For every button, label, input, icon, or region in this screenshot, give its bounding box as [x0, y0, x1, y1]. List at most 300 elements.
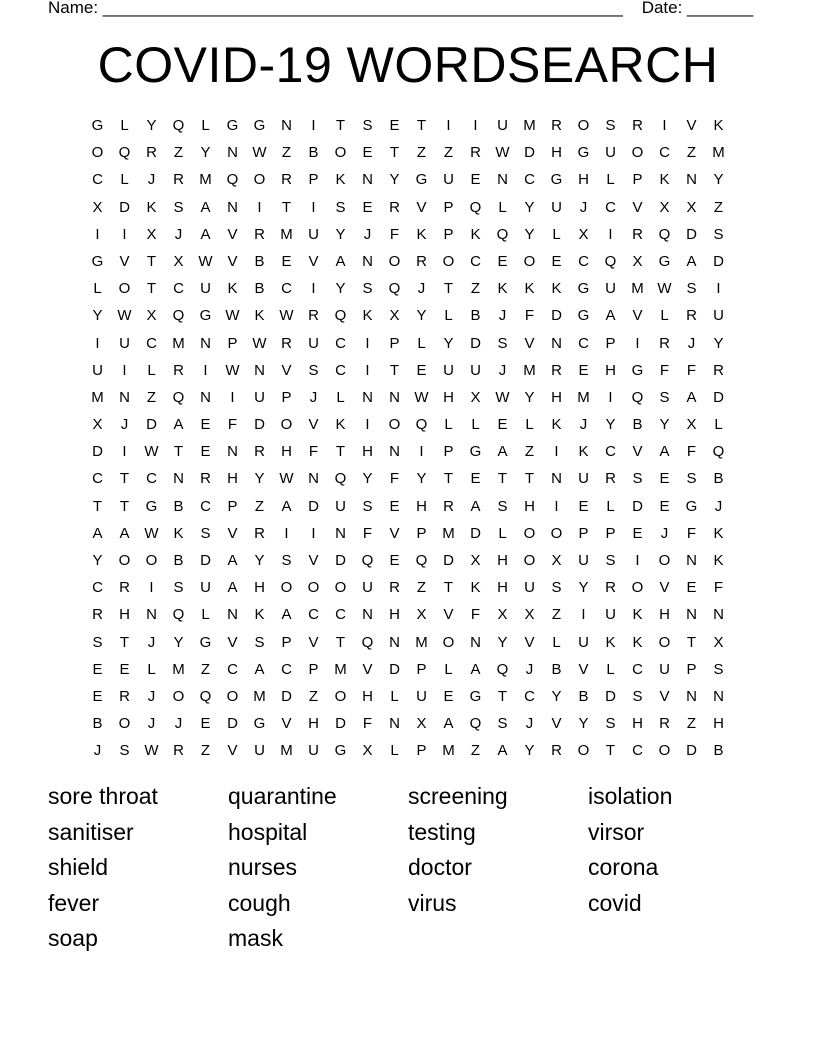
word-list-item: sanitiser: [48, 818, 134, 845]
grid-letter: E: [632, 524, 643, 542]
name-date-line: Name: _______________________________________________________ Date: _______: [48, 0, 754, 17]
grid-letter: S: [362, 280, 373, 298]
grid-letter: Q: [712, 443, 725, 461]
grid-letter: V: [632, 307, 643, 325]
grid-letter: Y: [92, 552, 103, 569]
grid-letter: N: [551, 334, 562, 352]
grid-letter: V: [227, 252, 238, 270]
grid-letter: T: [443, 579, 454, 597]
grid-letter: R: [659, 715, 670, 733]
grid-letter: G: [253, 715, 266, 733]
grid-letter: W: [198, 252, 213, 270]
grid-letter: P: [686, 660, 697, 678]
grid-letter: W: [117, 307, 132, 325]
grid-letter: N: [551, 470, 562, 488]
grid-letter: R: [551, 117, 562, 134]
grid-letter: V: [308, 252, 319, 270]
grid-letter: R: [173, 171, 184, 189]
grid-letter: R: [416, 252, 427, 270]
word-list-item: isolation: [588, 783, 673, 809]
grid-letter: U: [605, 606, 616, 624]
grid-letter: L: [201, 117, 210, 134]
grid-letter: R: [605, 579, 616, 597]
grid-letter: O: [334, 579, 347, 597]
grid-letter: U: [308, 225, 319, 243]
grid-letter: M: [91, 388, 104, 406]
grid-letter: K: [362, 307, 373, 325]
grid-letter: M: [442, 742, 455, 760]
grid-letter: N: [308, 470, 319, 488]
grid-letter: Y: [416, 307, 427, 325]
grid-letter: K: [254, 307, 265, 325]
grid-letter: A: [119, 524, 130, 542]
grid-letter: R: [254, 443, 265, 461]
grid-row: [84, 302, 732, 329]
grid-letter: W: [144, 742, 159, 760]
grid-letter: V: [524, 633, 535, 651]
grid-letter: S: [92, 633, 103, 651]
grid-letter: M: [172, 334, 185, 352]
grid-letter: R: [173, 361, 184, 379]
grid-letter: K: [524, 280, 535, 298]
grid-letter: L: [552, 633, 561, 651]
grid-letter: M: [577, 388, 590, 406]
grid-letter: Q: [469, 198, 482, 216]
grid-letter: R: [551, 361, 562, 379]
grid-letter: A: [200, 225, 211, 243]
grid-letter: N: [389, 443, 400, 461]
grid-letter: T: [173, 443, 184, 461]
grid-letter: U: [335, 497, 346, 515]
grid-letter: R: [632, 117, 643, 134]
grid-letter: I: [311, 280, 316, 298]
grid-letter: J: [498, 361, 507, 379]
grid-letter: N: [227, 443, 238, 461]
grid-letter: S: [605, 117, 616, 134]
grid-letter: L: [390, 687, 399, 705]
grid-letter: D: [551, 307, 562, 325]
grid-letter: A: [200, 198, 211, 216]
grid-letter: B: [173, 497, 184, 515]
grid-letter: J: [660, 524, 669, 542]
grid-letter: Q: [604, 252, 617, 270]
grid-letter: C: [308, 606, 319, 624]
grid-letter: K: [713, 117, 724, 134]
grid-letter: V: [389, 524, 400, 542]
grid-letter: S: [632, 470, 643, 488]
grid-letter: Y: [335, 225, 346, 243]
grid-letter: U: [362, 579, 373, 597]
grid-letter: X: [416, 715, 427, 733]
grid-letter: L: [606, 171, 615, 189]
word-list-item: shield: [48, 854, 109, 880]
grid-letter: Z: [173, 144, 184, 162]
grid-letter: B: [551, 660, 562, 678]
word-list-item: virsor: [588, 818, 645, 845]
grid-letter: S: [173, 579, 184, 597]
grid-letter: X: [686, 198, 697, 216]
grid-letter: Y: [146, 117, 157, 134]
word-list-item: sore throat: [48, 783, 158, 809]
grid-row: [84, 194, 732, 221]
grid-letter: D: [335, 715, 346, 733]
grid-letter: L: [444, 307, 453, 325]
grid-letter: P: [281, 388, 292, 406]
grid-letter: Y: [335, 280, 346, 298]
grid-letter: P: [308, 660, 319, 678]
grid-letter: R: [173, 742, 184, 760]
grid-letter: R: [119, 579, 130, 597]
grid-letter: V: [308, 552, 319, 569]
word-list-item: soap: [48, 925, 98, 951]
grid-letter: L: [147, 361, 156, 379]
grid-letter: B: [92, 715, 103, 733]
grid-letter: H: [551, 144, 562, 162]
grid-letter: I: [95, 334, 100, 352]
grid-letter: M: [172, 660, 185, 678]
grid-letter: N: [227, 198, 238, 216]
grid-letter: U: [254, 388, 265, 406]
grid-letter: O: [658, 742, 671, 760]
grid-letter: N: [497, 171, 508, 189]
grid-letter: Y: [254, 470, 265, 488]
grid-letter: O: [280, 579, 293, 597]
grid-letter: U: [254, 742, 265, 760]
grid-letter: P: [443, 443, 454, 461]
grid-letter: E: [659, 497, 670, 515]
grid-letter: N: [200, 334, 211, 352]
grid-letter: V: [227, 524, 238, 542]
grid-letter: C: [524, 687, 535, 705]
grid-letter: Q: [658, 225, 671, 243]
grid-letter: A: [470, 660, 481, 678]
grid-letter: E: [389, 497, 400, 515]
grid-letter: L: [498, 198, 507, 216]
grid-letter: F: [227, 416, 238, 434]
grid-letter: P: [308, 171, 319, 189]
grid-letter: Y: [524, 388, 535, 406]
grid-letter: Q: [199, 687, 212, 705]
grid-letter: Q: [172, 606, 185, 624]
word-list: [48, 780, 768, 958]
grid-letter: B: [173, 552, 184, 569]
grid-letter: Q: [388, 280, 401, 298]
grid-letter: L: [120, 117, 129, 134]
grid-letter: E: [416, 361, 427, 379]
grid-letter: O: [631, 144, 644, 162]
grid-letter: A: [443, 715, 454, 733]
grid-letter: V: [551, 715, 562, 733]
grid-letter: J: [309, 388, 318, 406]
grid-letter: E: [389, 117, 400, 134]
grid-letter: A: [605, 307, 616, 325]
grid-letter: U: [308, 334, 319, 352]
grid-letter: F: [308, 443, 319, 461]
grid-letter: D: [632, 497, 643, 515]
grid-letter: X: [578, 225, 589, 243]
word-list-item: hospital: [228, 818, 308, 845]
grid-letter: Q: [496, 660, 509, 678]
grid-letter: D: [470, 524, 481, 542]
grid-letter: O: [388, 252, 401, 270]
grid-letter: N: [389, 633, 400, 651]
grid-letter: F: [686, 361, 697, 379]
grid-letter: L: [201, 606, 210, 624]
grid-letter: K: [713, 524, 724, 542]
grid-letter: G: [415, 171, 428, 189]
grid-letter: B: [713, 742, 724, 760]
grid-letter: S: [713, 660, 724, 678]
grid-letter: L: [93, 280, 102, 298]
grid-letter: W: [279, 307, 294, 325]
grid-letter: Y: [524, 225, 535, 243]
grid-letter: D: [281, 687, 292, 705]
grid-letter: E: [362, 144, 373, 162]
grid-letter: O: [118, 280, 131, 298]
grid-letter: R: [308, 307, 319, 325]
grid-letter: T: [146, 280, 157, 298]
grid-letter: N: [470, 633, 481, 651]
grid-letter: V: [308, 416, 319, 434]
grid-letter: U: [578, 470, 589, 488]
grid-letter: N: [335, 524, 346, 542]
grid-letter: S: [497, 497, 508, 515]
grid-letter: L: [471, 416, 480, 434]
grid-letter: S: [119, 742, 130, 760]
grid-letter: D: [605, 687, 616, 705]
grid-letter: E: [497, 252, 508, 270]
grid-row: [84, 139, 732, 166]
grid-letter: M: [280, 225, 293, 243]
grid-letter: G: [253, 117, 266, 134]
grid-letter: C: [92, 171, 103, 189]
grid-letter: D: [713, 252, 724, 270]
grid-letter: I: [446, 117, 451, 134]
grid-letter: C: [200, 497, 211, 515]
grid-letter: T: [686, 633, 697, 651]
grid-letter: U: [524, 579, 535, 597]
grid-letter: Y: [578, 579, 589, 597]
grid-letter: X: [146, 225, 157, 243]
grid-letter: V: [362, 660, 373, 678]
grid-letter: C: [605, 198, 616, 216]
grid-letter: X: [362, 742, 373, 760]
grid-letter: Y: [362, 470, 373, 488]
grid-letter: Z: [524, 443, 535, 461]
grid-letter: H: [389, 606, 400, 624]
grid-letter: N: [389, 715, 400, 733]
grid-letter: Q: [172, 388, 185, 406]
grid-letter: A: [686, 388, 697, 406]
grid-letter: K: [551, 416, 562, 434]
grid-letter: Q: [118, 144, 131, 162]
grid-letter: N: [362, 388, 373, 406]
grid-letter: S: [335, 198, 346, 216]
grid-letter: U: [200, 280, 211, 298]
grid-letter: N: [254, 361, 265, 379]
grid-letter: Z: [281, 144, 292, 162]
grid-letter: C: [605, 443, 616, 461]
grid-letter: L: [417, 334, 426, 352]
grid-letter: Y: [416, 470, 427, 488]
grid-letter: T: [524, 470, 535, 488]
grid-letter: J: [147, 633, 156, 651]
grid-letter: J: [417, 280, 426, 298]
grid-letter: C: [335, 361, 346, 379]
grid-letter: I: [581, 606, 586, 624]
grid-letter: A: [173, 416, 184, 434]
grid-letter: S: [659, 388, 670, 406]
grid-letter: N: [389, 388, 400, 406]
grid-letter: I: [473, 117, 478, 134]
grid-letter: J: [147, 715, 156, 733]
grid-letter: M: [199, 171, 212, 189]
grid-letter: X: [389, 307, 400, 325]
grid-letter: P: [416, 742, 427, 760]
grid-letter: M: [334, 660, 347, 678]
grid-letter: F: [362, 715, 373, 733]
grid-letter: N: [362, 606, 373, 624]
grid-letter: Z: [551, 606, 562, 624]
grid-letter: R: [389, 198, 400, 216]
grid-letter: V: [308, 633, 319, 651]
grid-letter: O: [658, 552, 671, 569]
grid-letter: R: [200, 470, 211, 488]
grid-letter: Z: [713, 198, 724, 216]
grid-letter: I: [554, 497, 559, 515]
grid-letter: Z: [416, 144, 427, 162]
grid-letter: R: [443, 497, 454, 515]
grid-letter: F: [713, 579, 724, 597]
grid-letter: A: [227, 579, 238, 597]
grid-letter: S: [200, 524, 211, 542]
grid-letter: O: [442, 252, 455, 270]
grid-letter: U: [308, 742, 319, 760]
grid-letter: X: [416, 606, 427, 624]
grid-letter: X: [92, 198, 103, 216]
grid-letter: E: [578, 497, 589, 515]
grid-letter: D: [335, 552, 346, 569]
grid-letter: S: [308, 361, 319, 379]
grid-letter: M: [442, 524, 455, 542]
grid-letter: Y: [173, 633, 184, 651]
grid-letter: M: [523, 117, 536, 134]
grid-letter: I: [122, 225, 127, 243]
grid-letter: A: [497, 443, 508, 461]
grid-letter: G: [469, 443, 482, 461]
grid-letter: H: [362, 687, 373, 705]
grid-letter: T: [605, 742, 616, 760]
grid-letter: Y: [92, 307, 103, 325]
grid-letter: I: [608, 388, 613, 406]
grid-letter: R: [551, 742, 562, 760]
grid-letter: H: [497, 552, 508, 569]
grid-letter: I: [311, 117, 316, 134]
grid-letter: L: [606, 497, 615, 515]
grid-letter: G: [658, 252, 671, 270]
grid-letter: T: [335, 117, 346, 134]
grid-letter: S: [686, 280, 697, 298]
grid-letter: B: [470, 307, 481, 325]
grid-letter: Y: [524, 742, 535, 760]
grid-letter: A: [659, 443, 670, 461]
grid-letter: V: [227, 633, 238, 651]
grid-letter: N: [281, 117, 292, 134]
grid-letter: T: [119, 470, 130, 488]
grid-letter: I: [608, 225, 613, 243]
grid-letter: O: [523, 552, 536, 569]
grid-letter: G: [469, 687, 482, 705]
grid-letter: C: [92, 579, 103, 597]
grid-letter: I: [365, 361, 370, 379]
grid-letter: H: [227, 470, 238, 488]
grid-letter: J: [714, 497, 723, 515]
grid-letter: Y: [578, 715, 589, 733]
grid-letter: K: [254, 606, 265, 624]
grid-letter: V: [659, 579, 670, 597]
grid-letter: G: [199, 633, 212, 651]
grid-letter: H: [119, 606, 130, 624]
grid-letter: J: [579, 198, 588, 216]
grid-letter: O: [280, 416, 293, 434]
grid-letter: I: [257, 198, 262, 216]
grid-letter: L: [525, 416, 534, 434]
grid-letter: P: [227, 497, 238, 515]
grid-row: [84, 438, 732, 465]
grid-letter: Z: [308, 687, 319, 705]
grid-letter: P: [578, 524, 589, 542]
grid-letter: N: [686, 552, 697, 569]
grid-letter: Z: [416, 579, 427, 597]
grid-letter: G: [577, 144, 590, 162]
grid-letter: B: [254, 280, 265, 298]
grid-letter: C: [578, 334, 589, 352]
grid-letter: J: [147, 687, 156, 705]
grid-letter: E: [92, 687, 103, 705]
grid-letter: W: [657, 280, 672, 298]
grid-letter: I: [635, 334, 640, 352]
grid-letter: U: [416, 687, 427, 705]
grid-letter: T: [335, 443, 346, 461]
grid-letter: D: [713, 388, 724, 406]
grid-letter: Q: [361, 552, 374, 569]
word-list-item: nurses: [228, 854, 298, 880]
grid-letter: N: [686, 687, 697, 705]
grid-letter: R: [713, 361, 724, 379]
grid-letter: A: [497, 742, 508, 760]
grid-letter: J: [174, 225, 183, 243]
grid-letter: R: [659, 334, 670, 352]
grid-letter: S: [497, 715, 508, 733]
grid-letter: T: [416, 117, 427, 134]
grid-letter: W: [225, 307, 240, 325]
grid-letter: L: [444, 416, 453, 434]
grid-letter: Y: [443, 334, 454, 352]
grid-letter: B: [254, 252, 265, 270]
grid-letter: U: [578, 633, 589, 651]
grid-letter: Q: [415, 552, 428, 569]
grid-letter: V: [659, 687, 670, 705]
grid-letter: K: [632, 606, 643, 624]
grid-letter: U: [497, 117, 508, 134]
grid-letter: E: [578, 361, 589, 379]
grid-letter: P: [227, 334, 238, 352]
grid-letter: S: [605, 552, 616, 569]
grid-letter: D: [470, 334, 481, 352]
grid-row: [84, 683, 732, 710]
grid-letter: O: [523, 252, 536, 270]
grid-letter: N: [146, 606, 157, 624]
